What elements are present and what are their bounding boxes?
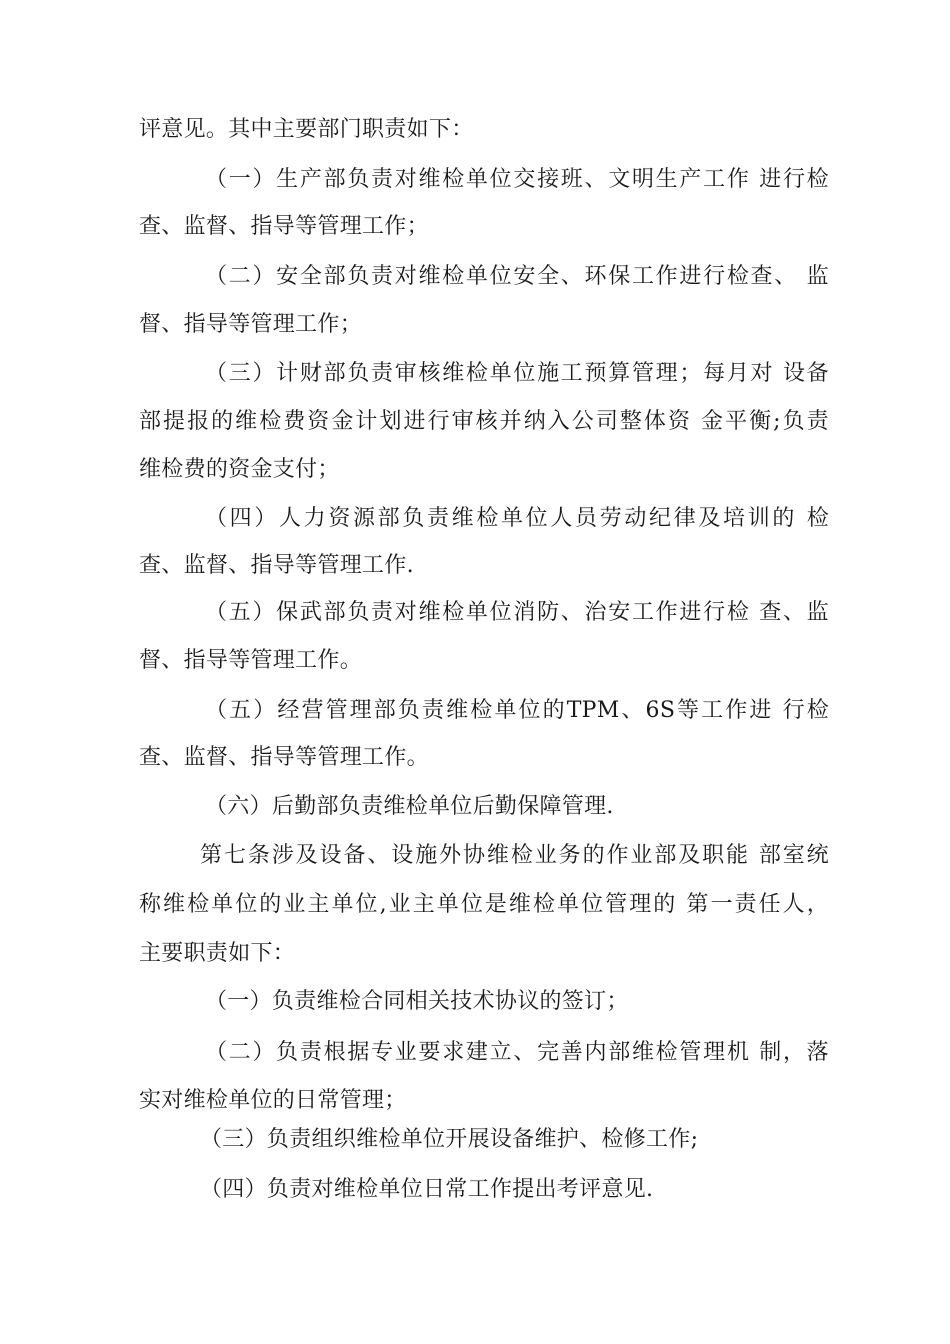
- text-line: 评意见。其中主要部门职责如下：: [139, 117, 474, 142]
- text-line: 查、监督、指导等管理工作。: [139, 745, 429, 770]
- text-line: （一）负责维检合同相关技术协议的签订；: [205, 989, 629, 1014]
- text-line: 查、监督、指导等管理工作；: [139, 214, 429, 239]
- text-line: （一）生产部负责对维检单位交接班、文明生产工作 进行检: [205, 167, 829, 192]
- text-line: 实对维检单位的日常管理；: [139, 1088, 407, 1113]
- text-line: 称维检单位的业主单位,业主单位是维检单位管理的 第一责任人，: [139, 892, 829, 917]
- text-line: （五）经营管理部负责维检单位的TPM、6S等工作进 行检: [205, 698, 829, 723]
- text-line: （四）负责对维检单位日常工作提出考评意见.: [200, 1177, 654, 1202]
- text-line: 第七条涉及设备、设施外协维检业务的作业部及职能 部室统: [200, 843, 829, 868]
- text-line: （五）保武部负责对维检单位消防、治安工作进行检 查、监: [205, 600, 829, 625]
- text-line: 督、指导等管理工作；: [139, 312, 363, 337]
- text-line: 部提报的维检费资金计划进行审核并纳入公司整体资 金平衡;负责: [139, 409, 829, 434]
- text-line: （三）计财部负责审核维检单位施工预算管理；每月对 设备: [205, 361, 829, 386]
- text-line: （四）人力资源部负责维检单位人员劳动纪律及培训的 检: [205, 506, 829, 531]
- text-line: （二）安全部负责对维检单位安全、环保工作进行检查、 监: [205, 264, 829, 289]
- text-line: 督、指导等管理工作。: [139, 648, 363, 673]
- text-line: （六）后勤部负责维检单位后勤保障管理.: [205, 794, 614, 819]
- text-line: 主要职责如下：: [139, 941, 296, 966]
- text-line: （二）负责根据专业要求建立、完善内部维检管理机 制，落: [205, 1040, 829, 1065]
- text-line: 维检费的资金支付；: [139, 457, 340, 482]
- text-line: 查、监督、指导等管理工作.: [139, 553, 414, 578]
- text-line: （三）负责组织维检单位开展设备维护、检修工作;: [200, 1127, 699, 1152]
